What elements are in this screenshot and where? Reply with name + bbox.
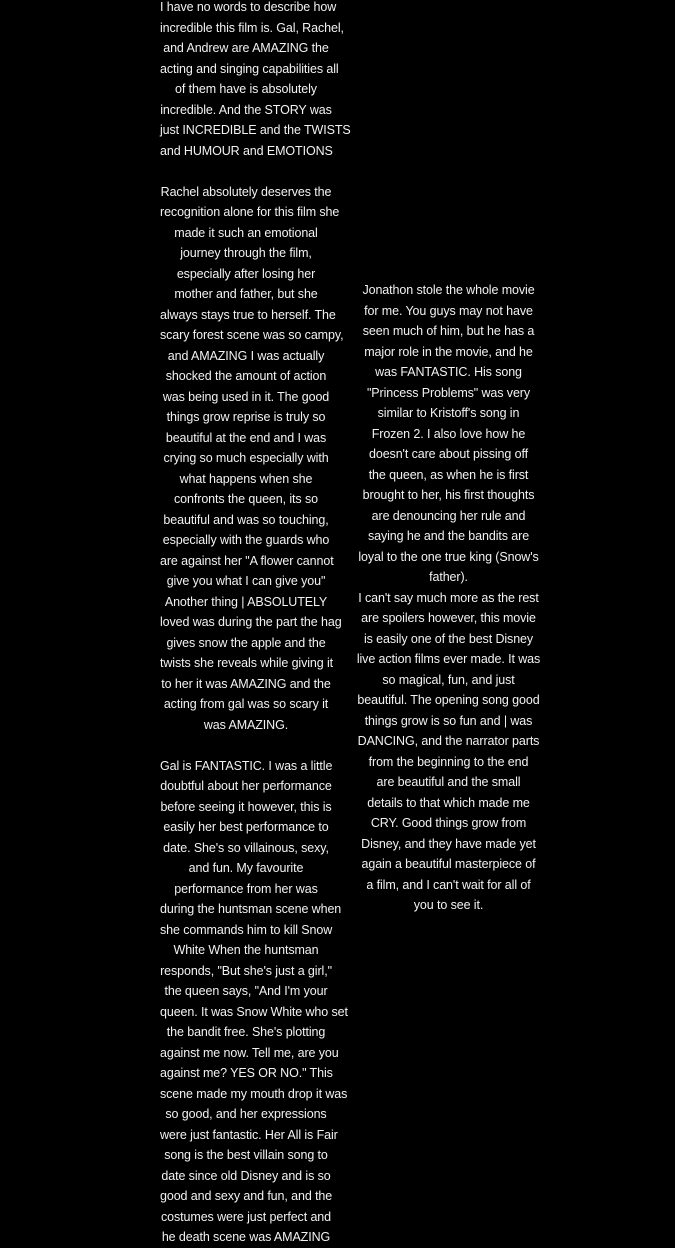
text-line: so good, and her expressions [165, 1107, 327, 1121]
text-line: was FANTASTIC. His song [375, 365, 522, 379]
text-line: for me. You guys may not have [364, 303, 533, 318]
text-line: confronts the queen, its so [174, 492, 318, 506]
text-line: good and sexy and fun, and the [160, 1189, 333, 1203]
text-line: shocked the amount of action [165, 369, 327, 383]
paragraph-gap [160, 735, 332, 756]
text-line: a film, and I can't wait for all of [366, 877, 531, 892]
text-line: loyal to the one true king (Snow's [358, 549, 539, 564]
text-line: doesn't care about pissing off [369, 447, 528, 461]
right-text-column [356, 280, 541, 916]
text-line: again a beautiful masterpiece of [361, 857, 536, 871]
text-line: beautiful and was so touching, [163, 512, 329, 527]
text-line: and Andrew are AMAZING the [163, 41, 329, 55]
text-line: date since old Disney and is so [161, 1168, 331, 1183]
text-line: Frozen 2. I also love how he [371, 426, 526, 441]
text-line: always stays true to herself. The [160, 307, 336, 322]
text-line: crying so much especially with [163, 451, 329, 465]
text-line: costumes were just perfect and [161, 1209, 331, 1224]
text-line: during the huntsman scene when [160, 902, 342, 916]
gal-paragraph [160, 756, 348, 1248]
text-line: similar to Kristoff's song in [377, 406, 520, 420]
rachel-paragraph [160, 182, 344, 736]
text-line: things grow reprise is truly so [166, 410, 326, 424]
text-line: easily her best performance to [163, 820, 329, 834]
text-line: I have no words to describe how [160, 0, 337, 14]
jonathon-paragraph [356, 280, 541, 916]
text-line: Disney, and they have made yet [361, 836, 536, 851]
text-line: doubtful about her performance [160, 779, 332, 793]
text-line: incredible this film is. Gal, Rachel, [160, 20, 344, 35]
text-line: Gal is FANTASTIC. I was a little [160, 758, 333, 773]
text-line: CRY. Good things grow from [370, 816, 527, 830]
text-line: journey through the film, [180, 246, 312, 260]
text-line: before seeing it however, this is [160, 799, 332, 814]
review-intro-paragraph [160, 0, 351, 161]
text-line: brought to her, his first thoughts [362, 488, 535, 502]
text-line: of them have is absolutely [175, 82, 317, 96]
text-line: made it such an emotional [174, 225, 318, 240]
text-line: the bandit free. She's plotting [166, 1025, 326, 1039]
text-line: to her it was AMAZING and the [161, 676, 331, 691]
text-line: scary forest scene was so campy, [160, 328, 344, 342]
text-line: so magical, fun, and just [382, 672, 515, 687]
text-line: White When the huntsman [173, 943, 319, 957]
text-line: details to that which made me [367, 795, 530, 810]
text-line: responds, "But she's just a girl," [160, 963, 332, 978]
text-line: gives snow the apple and the [166, 635, 326, 650]
text-line: saying he and the bandits are [367, 529, 530, 543]
left-text-column [160, 0, 351, 1248]
text-line: I can't say much more as the rest [358, 590, 539, 605]
text-line: against me now. Tell me, are you [160, 1045, 339, 1060]
text-line: are beautiful and the small [376, 775, 521, 789]
text-line: especially after losing her [176, 266, 316, 281]
text-line: recognition alone for this film she [160, 205, 340, 219]
text-line: she commands him to kill Snow [160, 922, 333, 937]
text-line: things grow is so fun and | was [364, 713, 533, 728]
text-line: against me? YES OR NO." This [160, 1066, 333, 1080]
text-line: acting and singing capabilities all [160, 61, 339, 76]
text-line: from the beginning to the end [368, 754, 529, 769]
text-line: scene made my mouth drop it was [160, 1086, 348, 1101]
text-line: mother and father, but she [174, 287, 318, 301]
text-line: beautiful. The opening song good [357, 693, 540, 707]
text-line: queen. It was Snow White who set [160, 1004, 348, 1019]
text-line: acting from gal was so scary it [163, 697, 329, 711]
text-line: performance from her was [174, 881, 318, 896]
text-line: and AMAZING I was actually [167, 348, 325, 363]
text-line: are against her "A flower cannot [160, 553, 334, 568]
text-line: give you what I can give you" [166, 574, 326, 588]
paragraph-gap [160, 161, 332, 182]
text-line: Jonathon stole the whole movie [362, 283, 535, 297]
text-line: loved was during the part the hag [160, 615, 342, 629]
text-line: especially with the guards who [162, 533, 330, 547]
text-line: Rachel absolutely deserves the [160, 184, 332, 199]
text-line: are spoilers however, this movie [361, 611, 536, 625]
text-line: major role in the movie, and he [364, 344, 533, 359]
text-line: are denouncing her rule and [371, 508, 526, 523]
text-line: Another thing | ABSOLUTELY [164, 594, 328, 609]
text-line: were just fantastic. Her All is Fair [160, 1127, 338, 1142]
text-line: the queen, as when he is first [368, 467, 529, 482]
text-line: twists she reveals while giving it [160, 656, 334, 670]
text-line: DANCING, and the narrator parts [357, 734, 540, 748]
text-line: the queen says, "And I'm your [164, 984, 328, 998]
text-line: he death scene was AMAZING [161, 1230, 331, 1244]
text-line: incredible. And the STORY was [160, 102, 332, 117]
text-line: was AMAZING. [203, 717, 289, 732]
text-line: what happens when she [179, 471, 313, 486]
text-line: father). [429, 570, 468, 584]
text-line: date. She's so villainous, sexy, [163, 840, 329, 855]
text-line: just INCREDIBLE and the TWISTS [160, 123, 351, 137]
text-line: you to see it. [413, 898, 484, 912]
text-line: "Princess Problems" was very [366, 385, 531, 400]
text-line: was being used in it. The good [162, 389, 330, 404]
text-line: live action films ever made. It was [356, 652, 541, 666]
text-line: beautiful at the end and I was [165, 430, 327, 445]
text-line: and fun. My favourite [188, 861, 304, 875]
text-line: is easily one of the best Disney [363, 631, 534, 646]
text-line: song is the best villain song to [164, 1148, 328, 1162]
text-line: seen much of him, but he has a [362, 324, 535, 338]
text-line: and HUMOUR and EMOTIONS [160, 143, 333, 158]
